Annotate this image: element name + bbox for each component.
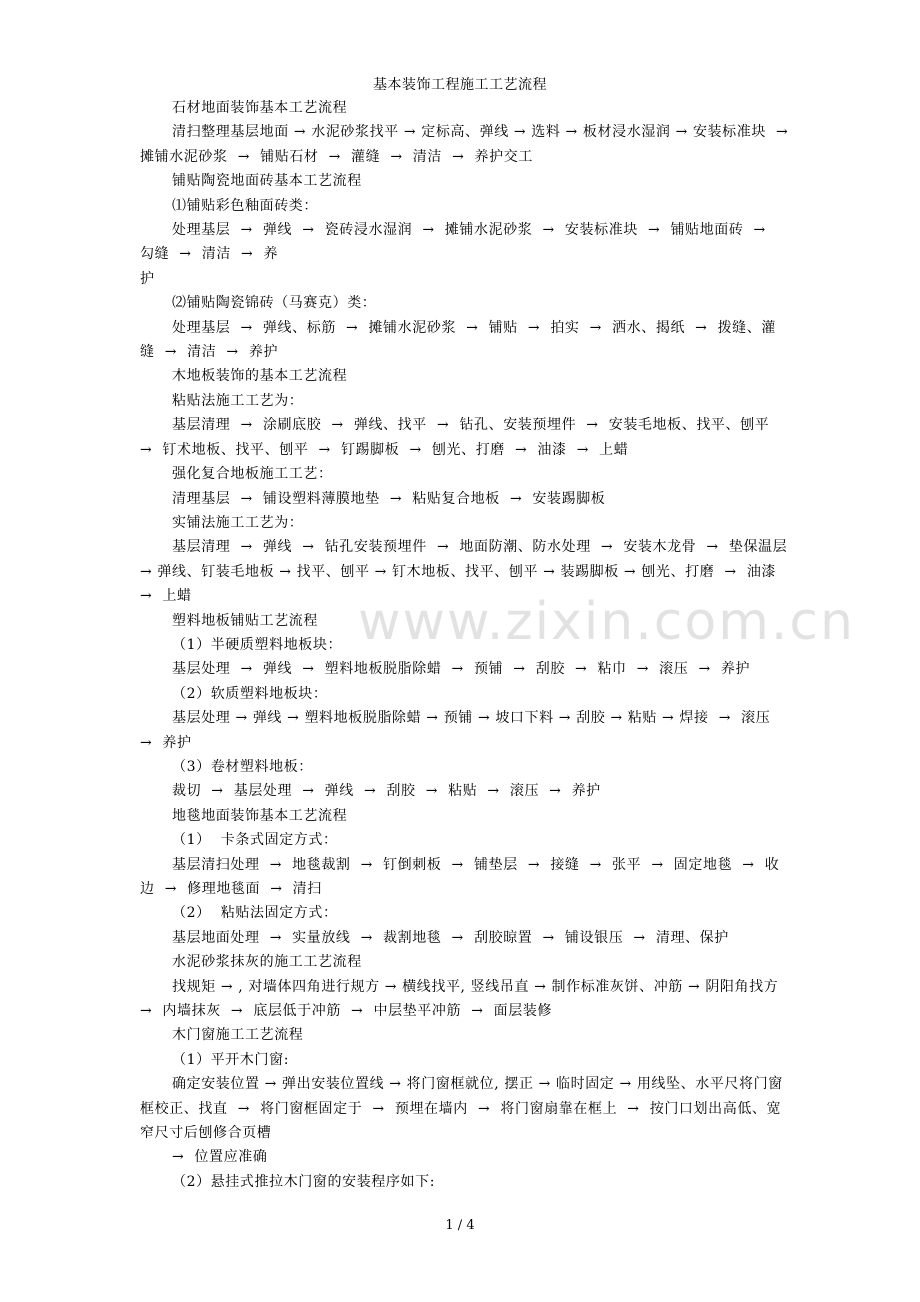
- document-title: 基本装饰工程施工工艺流程: [373, 77, 547, 93]
- section-heading: 塑料地板铺贴工艺流程: [172, 612, 318, 629]
- section-heading: 铺贴陶瓷地面砖基本工艺流程: [172, 173, 362, 190]
- process-flow: 基层清理 → 涂刷底胶 → 弹线、找平 → 钻孔、安装预埋件 → 安装毛地板、找平、刨平 → 钉术地板、找平、刨平 → 钉踢脚板 → 刨光、打磨 → 油漆 → 上蜡: [140, 417, 780, 458]
- process-flow-continuation: 护: [140, 270, 155, 287]
- process-flow: 基层地面处理 → 实量放线 → 裁割地毯 → 刮胶晾置 → 铺设银压 → 清理、保护: [172, 929, 729, 946]
- subsection-heading: 强化复合地板施工工艺：: [172, 466, 333, 483]
- section-heading: 木门窗施工工艺流程: [172, 1027, 304, 1044]
- section-heading: 水泥砂浆抹灰的施工工艺流程: [172, 954, 362, 971]
- subsection-heading: 实铺法施工工艺为：: [172, 514, 304, 531]
- page-number: 1 / 4: [445, 1218, 475, 1233]
- subsection-heading: （2）软质塑料地板块：: [172, 685, 328, 702]
- process-flow: 找规矩 → , 对墙体四角进行规方 → 横线找平, 竖线吊直 → 制作标准灰饼、冲筋 → 阴阳角找方 → 内墙抹灰 → 底层低于冲筋 → 中层垫平冲筋 → 面层装修: [140, 978, 789, 1020]
- process-flow: 清理基层 → 铺设塑料薄膜地垫 → 粘贴复合地板 → 安装踢脚板: [172, 490, 606, 507]
- document-body: [140, 96, 799, 1194]
- subsection-heading: （2）悬挂式推拉木门窗的安装程序如下:: [172, 1173, 436, 1190]
- subsection-heading: （1）平开木门窗:: [172, 1051, 290, 1068]
- process-flow: 基层清扫处理 → 地毯裁割 → 钉倒刺板 → 铺垫层 → 接缝 → 张平 → 固定地毯 → 收边 → 修理地毯面 → 清扫: [140, 856, 780, 897]
- process-flow: 处理基层 → 弹线、标筋 → 摊铺水泥砂浆 → 铺贴 → 拍实 → 洒水、揭纸 → 拨缝、灌缝 → 清洁 → 养护: [140, 319, 776, 361]
- process-flow: 处理基层 → 弹线 → 瓷砖浸水湿润 → 摊铺水泥砂浆 → 安装标准块 → 铺贴地面砖 → 勾缝 → 清洁 → 养: [140, 222, 776, 263]
- subsection-heading: ⑵铺贴陶瓷锦砖（马赛克）类：: [172, 295, 377, 312]
- process-flow: 基层清理 → 弹线 → 钻孔安装预埋件 → 地面防潮、防水处理 → 安装木龙骨 → 垫保温层 → 弹线、钉装毛地板 → 找平、刨平 → 钉木地板、找平、刨平 → 装踢脚板 → 刨光、打磨 → 油漆 → 上蜡: [140, 539, 793, 605]
- subsection-heading: （1） 卡条式固定方式：: [172, 832, 338, 849]
- section-heading: 石材地面装饰基本工艺流程: [172, 100, 348, 116]
- process-flow: 基层处理 → 弹线 → 塑料地板脱脂除蜡 → 预铺 → 刮胶 → 粘巾 → 滚压 → 养护: [172, 661, 751, 678]
- subsection-heading: 粘贴法施工工艺为：: [172, 392, 304, 409]
- process-flow: 清扫整理基层地面 → 水泥砂浆找平 → 定标高、弹线 → 选料 → 板材浸水湿润 → 安装标准块 → 摊铺水泥砂浆 → 铺贴石材 → 灌缝 → 清洁 → 养护交工: [140, 124, 799, 165]
- process-flow-continuation: → 位置应准确: [172, 1149, 268, 1166]
- subsection-heading: （2） 粘贴法固定方式：: [172, 905, 338, 922]
- watermark: www.zixin.com.cn: [358, 592, 855, 652]
- process-flow: 基层处理 → 弹线 → 塑料地板脱脂除蜡 → 预铺 → 坡口下料 → 刮胶 → 粘贴 → 焊接 → 滚压 → 养护: [140, 710, 781, 751]
- subsection-heading: ⑴铺贴彩色釉面砖类：: [172, 197, 318, 214]
- process-flow: 确定安装位置 → 弹出安装位置线 → 将门窗框就位, 摆正 → 临时固定 → 用线坠、水平尺将门窗框校正、找直 → 将门窗框固定于 → 预埋在墙内 → 将门窗扇靠在框上 → 按门口划出高低、宽窄尺寸后刨修合页槽: [140, 1076, 783, 1142]
- section-heading: 木地板装饰的基本工艺流程: [172, 368, 348, 385]
- process-flow: 裁切 → 基层处理 → 弹线 → 刮胶 → 粘贴 → 滚压 → 养护: [172, 783, 601, 800]
- subsection-heading: （3）卷材塑料地板：: [172, 758, 313, 775]
- subsection-heading: （1）半硬质塑料地板块：: [172, 636, 343, 653]
- section-heading: 地毯地面装饰基本工艺流程: [172, 807, 348, 824]
